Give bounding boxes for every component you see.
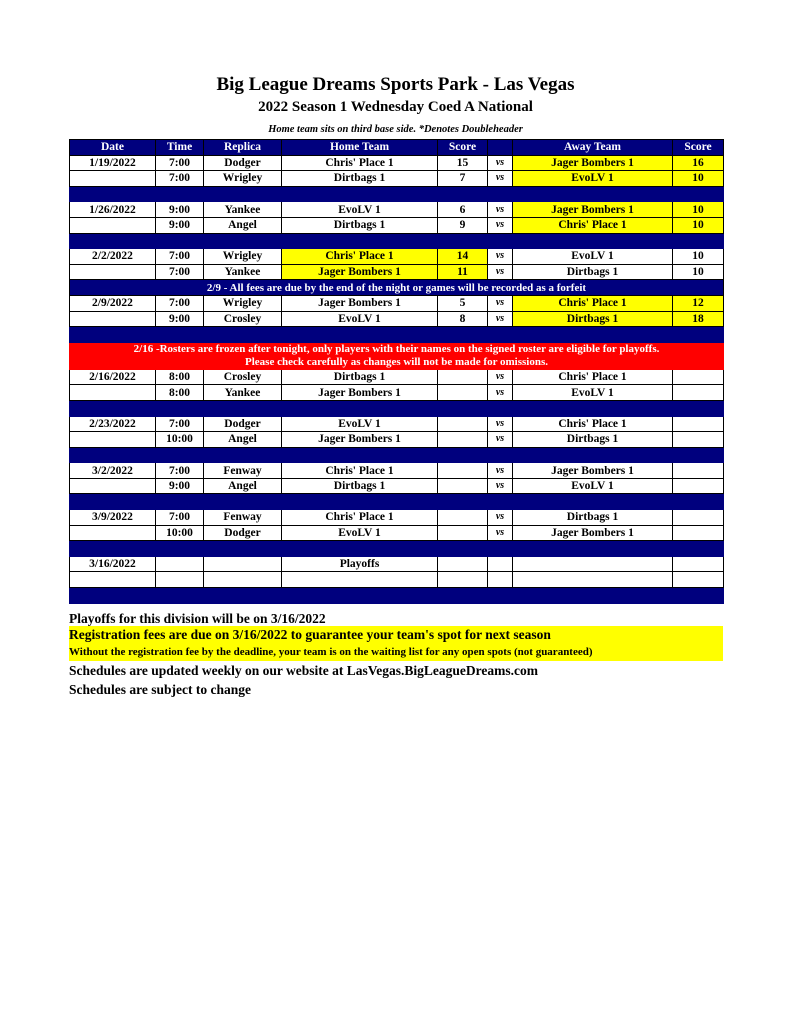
game-date: 3/9/2022 bbox=[70, 510, 156, 526]
website-note: Schedules are updated weekly on our website at LasVegas.BigLeagueDreams.com bbox=[69, 663, 539, 678]
game-date bbox=[70, 217, 156, 233]
away-score bbox=[673, 432, 724, 448]
game-time: 9:00 bbox=[156, 311, 204, 327]
game-row bbox=[70, 155, 724, 171]
home-score: 14 bbox=[438, 249, 488, 265]
separator-cell bbox=[70, 588, 156, 604]
game-date bbox=[70, 432, 156, 448]
separator-cell bbox=[488, 494, 513, 510]
game-date: 1/19/2022 bbox=[70, 155, 156, 171]
separator-cell bbox=[156, 400, 204, 416]
col-header-away-score: Score bbox=[673, 140, 724, 156]
away-score bbox=[673, 369, 724, 385]
game-date: 2/16/2022 bbox=[70, 369, 156, 385]
separator-cell bbox=[156, 541, 204, 557]
schedule-body bbox=[70, 155, 724, 603]
roster-notice-line: 2/16 -Rosters are frozen after tonight, only players with their names on the signed roster are eligible for playoffs. bbox=[133, 342, 660, 355]
game-row bbox=[70, 432, 724, 448]
game-replica: Angel bbox=[204, 217, 282, 233]
away-score bbox=[673, 478, 724, 494]
separator-cell bbox=[438, 186, 488, 202]
page-subtitle: 2022 Season 1 Wednesday Coed A National bbox=[258, 99, 533, 115]
home-team: Chris' Place 1 bbox=[282, 155, 438, 171]
registration-box bbox=[69, 626, 723, 661]
game-time: 7:00 bbox=[156, 510, 204, 526]
separator-cell bbox=[70, 186, 156, 202]
vs-label: vs bbox=[488, 295, 513, 311]
vs-label: vs bbox=[488, 510, 513, 526]
game-row bbox=[70, 171, 724, 187]
fee-notice-row bbox=[70, 280, 724, 296]
away-team: Jager Bombers 1 bbox=[513, 155, 673, 171]
home-team: Jager Bombers 1 bbox=[282, 432, 438, 448]
game-replica: Wrigley bbox=[204, 295, 282, 311]
away-team: EvoLV 1 bbox=[513, 171, 673, 187]
separator-cell bbox=[513, 588, 673, 604]
vs-label: vs bbox=[488, 311, 513, 327]
empty-cell bbox=[156, 556, 204, 572]
game-replica: Dodger bbox=[204, 525, 282, 541]
col-header-time: Time bbox=[156, 140, 204, 156]
separator-cell bbox=[488, 541, 513, 557]
away-score: 16 bbox=[673, 155, 724, 171]
away-score: 10 bbox=[673, 202, 724, 218]
game-time: 9:00 bbox=[156, 217, 204, 233]
registration-subtext: Without the registration fee by the deadline, your team is on the waiting list for any open spots (not guaranteed) bbox=[69, 646, 593, 658]
game-replica: Crosley bbox=[204, 311, 282, 327]
away-score: 18 bbox=[673, 311, 724, 327]
home-team: Dirtbags 1 bbox=[282, 171, 438, 187]
game-row bbox=[70, 416, 724, 432]
separator-cell bbox=[673, 541, 724, 557]
separator-cell bbox=[70, 541, 156, 557]
home-team: Dirtbags 1 bbox=[282, 217, 438, 233]
game-row bbox=[70, 463, 724, 479]
home-team: EvoLV 1 bbox=[282, 202, 438, 218]
game-time: 9:00 bbox=[156, 202, 204, 218]
separator-row bbox=[70, 494, 724, 510]
separator-cell bbox=[673, 447, 724, 463]
separator-cell bbox=[156, 494, 204, 510]
away-team: Chris' Place 1 bbox=[513, 217, 673, 233]
col-header-replica: Replica bbox=[204, 140, 282, 156]
home-score bbox=[438, 416, 488, 432]
away-team: Jager Bombers 1 bbox=[513, 202, 673, 218]
game-date bbox=[70, 171, 156, 187]
away-score: 12 bbox=[673, 295, 724, 311]
game-time: 7:00 bbox=[156, 416, 204, 432]
separator-row bbox=[70, 400, 724, 416]
separator-row bbox=[70, 447, 724, 463]
home-team: Dirtbags 1 bbox=[282, 369, 438, 385]
vs-label: vs bbox=[488, 525, 513, 541]
separator-cell bbox=[673, 588, 724, 604]
vs-label: vs bbox=[488, 171, 513, 187]
empty-cell bbox=[513, 572, 673, 588]
separator-cell bbox=[673, 400, 724, 416]
separator-cell bbox=[488, 400, 513, 416]
away-score bbox=[673, 525, 724, 541]
separator-cell bbox=[438, 494, 488, 510]
separator-cell bbox=[204, 186, 282, 202]
registration-text: Registration fees are due on 3/16/2022 to guarantee your team's spot for next season bbox=[69, 627, 551, 642]
empty-cell bbox=[282, 572, 438, 588]
away-team: EvoLV 1 bbox=[513, 478, 673, 494]
game-row bbox=[70, 202, 724, 218]
separator-cell bbox=[70, 327, 156, 343]
away-team: Dirtbags 1 bbox=[513, 311, 673, 327]
separator-cell bbox=[70, 494, 156, 510]
separator-cell bbox=[673, 494, 724, 510]
separator-cell bbox=[488, 233, 513, 249]
game-date bbox=[70, 311, 156, 327]
game-time: 9:00 bbox=[156, 478, 204, 494]
vs-label: vs bbox=[488, 385, 513, 401]
game-replica: Angel bbox=[204, 432, 282, 448]
vs-label: vs bbox=[488, 264, 513, 280]
game-time: 7:00 bbox=[156, 171, 204, 187]
game-time: 7:00 bbox=[156, 249, 204, 265]
game-time: 10:00 bbox=[156, 432, 204, 448]
change-note: Schedules are subject to change bbox=[69, 682, 251, 697]
home-score: 15 bbox=[438, 155, 488, 171]
separator-cell bbox=[156, 588, 204, 604]
game-replica: Angel bbox=[204, 478, 282, 494]
game-replica: Fenway bbox=[204, 463, 282, 479]
home-team: Chris' Place 1 bbox=[282, 249, 438, 265]
roster-notice-row bbox=[70, 342, 724, 369]
game-replica: Dodger bbox=[204, 416, 282, 432]
home-score bbox=[438, 432, 488, 448]
separator-cell bbox=[282, 447, 438, 463]
playoffs-date: 3/16/2022 bbox=[70, 556, 156, 572]
col-header-home-team: Home Team bbox=[282, 140, 438, 156]
vs-label: vs bbox=[488, 463, 513, 479]
home-score bbox=[438, 369, 488, 385]
separator-cell bbox=[438, 447, 488, 463]
empty-cell bbox=[438, 556, 488, 572]
vs-label: vs bbox=[488, 432, 513, 448]
separator-cell bbox=[204, 233, 282, 249]
vs-label: vs bbox=[488, 369, 513, 385]
home-team: Jager Bombers 1 bbox=[282, 295, 438, 311]
separator-cell bbox=[156, 327, 204, 343]
separator-cell bbox=[438, 327, 488, 343]
game-replica: Wrigley bbox=[204, 171, 282, 187]
away-team: Chris' Place 1 bbox=[513, 295, 673, 311]
game-date: 1/26/2022 bbox=[70, 202, 156, 218]
empty-cell bbox=[438, 572, 488, 588]
separator-cell bbox=[204, 400, 282, 416]
away-team: Chris' Place 1 bbox=[513, 369, 673, 385]
separator-cell bbox=[156, 186, 204, 202]
game-time: 7:00 bbox=[156, 264, 204, 280]
separator-cell bbox=[513, 494, 673, 510]
separator-cell bbox=[70, 400, 156, 416]
game-date bbox=[70, 525, 156, 541]
separator-cell bbox=[513, 541, 673, 557]
playoffs-label: Playoffs bbox=[282, 556, 438, 572]
game-replica: Yankee bbox=[204, 385, 282, 401]
away-score bbox=[673, 416, 724, 432]
game-date: 2/2/2022 bbox=[70, 249, 156, 265]
home-score bbox=[438, 385, 488, 401]
game-row bbox=[70, 264, 724, 280]
separator-cell bbox=[438, 400, 488, 416]
vs-label: vs bbox=[488, 155, 513, 171]
away-score: 10 bbox=[673, 217, 724, 233]
game-time: 8:00 bbox=[156, 385, 204, 401]
away-team: EvoLV 1 bbox=[513, 385, 673, 401]
empty-cell bbox=[204, 556, 282, 572]
game-time: 7:00 bbox=[156, 295, 204, 311]
separator-cell bbox=[282, 541, 438, 557]
game-replica: Yankee bbox=[204, 264, 282, 280]
col-header-home-score: Score bbox=[438, 140, 488, 156]
away-score bbox=[673, 510, 724, 526]
home-team: Chris' Place 1 bbox=[282, 463, 438, 479]
home-score bbox=[438, 463, 488, 479]
separator-cell bbox=[204, 588, 282, 604]
separator-cell bbox=[673, 186, 724, 202]
away-score: 10 bbox=[673, 264, 724, 280]
game-row bbox=[70, 311, 724, 327]
game-time: 8:00 bbox=[156, 369, 204, 385]
separator-cell bbox=[513, 447, 673, 463]
vs-label: vs bbox=[488, 416, 513, 432]
away-score: 10 bbox=[673, 249, 724, 265]
empty-cell bbox=[204, 572, 282, 588]
game-replica: Yankee bbox=[204, 202, 282, 218]
separator-cell bbox=[438, 233, 488, 249]
separator-cell bbox=[156, 233, 204, 249]
separator-cell bbox=[513, 186, 673, 202]
game-row bbox=[70, 525, 724, 541]
game-time: 7:00 bbox=[156, 155, 204, 171]
game-row bbox=[70, 369, 724, 385]
home-score bbox=[438, 478, 488, 494]
separator-cell bbox=[282, 400, 438, 416]
fee-notice: 2/9 - All fees are due by the end of the night or games will be recorded as a forfeit bbox=[70, 280, 724, 296]
game-date: 2/9/2022 bbox=[70, 295, 156, 311]
game-replica: Dodger bbox=[204, 155, 282, 171]
separator-cell bbox=[282, 186, 438, 202]
away-team: Dirtbags 1 bbox=[513, 510, 673, 526]
empty-cell bbox=[488, 572, 513, 588]
away-score bbox=[673, 385, 724, 401]
vs-label: vs bbox=[488, 217, 513, 233]
separator-row bbox=[70, 541, 724, 557]
empty-cell bbox=[156, 572, 204, 588]
game-time: 10:00 bbox=[156, 525, 204, 541]
schedule-table bbox=[69, 139, 724, 604]
table-header-row bbox=[70, 140, 724, 156]
separator-cell bbox=[488, 186, 513, 202]
separator-cell bbox=[282, 588, 438, 604]
separator-cell bbox=[204, 327, 282, 343]
separator-cell bbox=[282, 494, 438, 510]
home-score bbox=[438, 525, 488, 541]
away-team: EvoLV 1 bbox=[513, 249, 673, 265]
game-row bbox=[70, 510, 724, 526]
home-team: EvoLV 1 bbox=[282, 311, 438, 327]
col-header-date: Date bbox=[70, 140, 156, 156]
vs-label: vs bbox=[488, 249, 513, 265]
away-team: Dirtbags 1 bbox=[513, 432, 673, 448]
game-date bbox=[70, 478, 156, 494]
home-score bbox=[438, 510, 488, 526]
separator-row bbox=[70, 327, 724, 343]
separator-row bbox=[70, 588, 724, 604]
separator-cell bbox=[204, 541, 282, 557]
playoffs-note: Playoffs for this division will be on 3/16/2022 bbox=[69, 611, 326, 626]
away-score bbox=[673, 463, 724, 479]
game-row bbox=[70, 217, 724, 233]
home-score: 8 bbox=[438, 311, 488, 327]
separator-cell bbox=[673, 233, 724, 249]
home-team: EvoLV 1 bbox=[282, 525, 438, 541]
separator-cell bbox=[70, 447, 156, 463]
home-team: Dirtbags 1 bbox=[282, 478, 438, 494]
separator-cell bbox=[513, 327, 673, 343]
away-team: Dirtbags 1 bbox=[513, 264, 673, 280]
away-team: Jager Bombers 1 bbox=[513, 525, 673, 541]
col-header-away-team: Away Team bbox=[513, 140, 673, 156]
home-score: 5 bbox=[438, 295, 488, 311]
separator-cell bbox=[282, 233, 438, 249]
separator-cell bbox=[513, 233, 673, 249]
roster-notice bbox=[70, 342, 724, 369]
separator-cell bbox=[70, 233, 156, 249]
game-row bbox=[70, 385, 724, 401]
separator-cell bbox=[673, 327, 724, 343]
home-team: Jager Bombers 1 bbox=[282, 264, 438, 280]
separator-cell bbox=[204, 447, 282, 463]
game-date bbox=[70, 385, 156, 401]
separator-row bbox=[70, 186, 724, 202]
separator-cell bbox=[204, 494, 282, 510]
home-team: EvoLV 1 bbox=[282, 416, 438, 432]
away-team: Chris' Place 1 bbox=[513, 416, 673, 432]
empty-cell bbox=[70, 572, 156, 588]
empty-cell bbox=[673, 572, 724, 588]
home-score: 7 bbox=[438, 171, 488, 187]
game-date: 3/2/2022 bbox=[70, 463, 156, 479]
empty-row bbox=[70, 572, 724, 588]
game-row bbox=[70, 478, 724, 494]
game-time: 7:00 bbox=[156, 463, 204, 479]
home-score: 11 bbox=[438, 264, 488, 280]
game-replica: Fenway bbox=[204, 510, 282, 526]
col-header-vs bbox=[488, 140, 513, 156]
empty-cell bbox=[673, 556, 724, 572]
home-team-note: Home team sits on third base side. *Denotes Doubleheader bbox=[268, 124, 523, 135]
separator-cell bbox=[488, 588, 513, 604]
game-replica: Wrigley bbox=[204, 249, 282, 265]
vs-label: vs bbox=[488, 202, 513, 218]
separator-cell bbox=[438, 588, 488, 604]
roster-notice-line: Please check carefully as changes will not be made for omissions. bbox=[245, 355, 548, 368]
home-team: Chris' Place 1 bbox=[282, 510, 438, 526]
separator-cell bbox=[488, 447, 513, 463]
game-date: 2/23/2022 bbox=[70, 416, 156, 432]
playoffs-row bbox=[70, 556, 724, 572]
away-score: 10 bbox=[673, 171, 724, 187]
home-score: 9 bbox=[438, 217, 488, 233]
empty-cell bbox=[513, 556, 673, 572]
separator-row bbox=[70, 233, 724, 249]
separator-cell bbox=[156, 447, 204, 463]
vs-label: vs bbox=[488, 478, 513, 494]
separator-cell bbox=[488, 327, 513, 343]
separator-cell bbox=[438, 541, 488, 557]
separator-cell bbox=[513, 400, 673, 416]
game-row bbox=[70, 295, 724, 311]
game-replica: Crosley bbox=[204, 369, 282, 385]
home-score: 6 bbox=[438, 202, 488, 218]
away-team: Jager Bombers 1 bbox=[513, 463, 673, 479]
home-team: Jager Bombers 1 bbox=[282, 385, 438, 401]
page-title: Big League Dreams Sports Park - Las Vegas bbox=[216, 74, 575, 95]
game-date bbox=[70, 264, 156, 280]
separator-cell bbox=[282, 327, 438, 343]
game-row bbox=[70, 249, 724, 265]
empty-cell bbox=[488, 556, 513, 572]
